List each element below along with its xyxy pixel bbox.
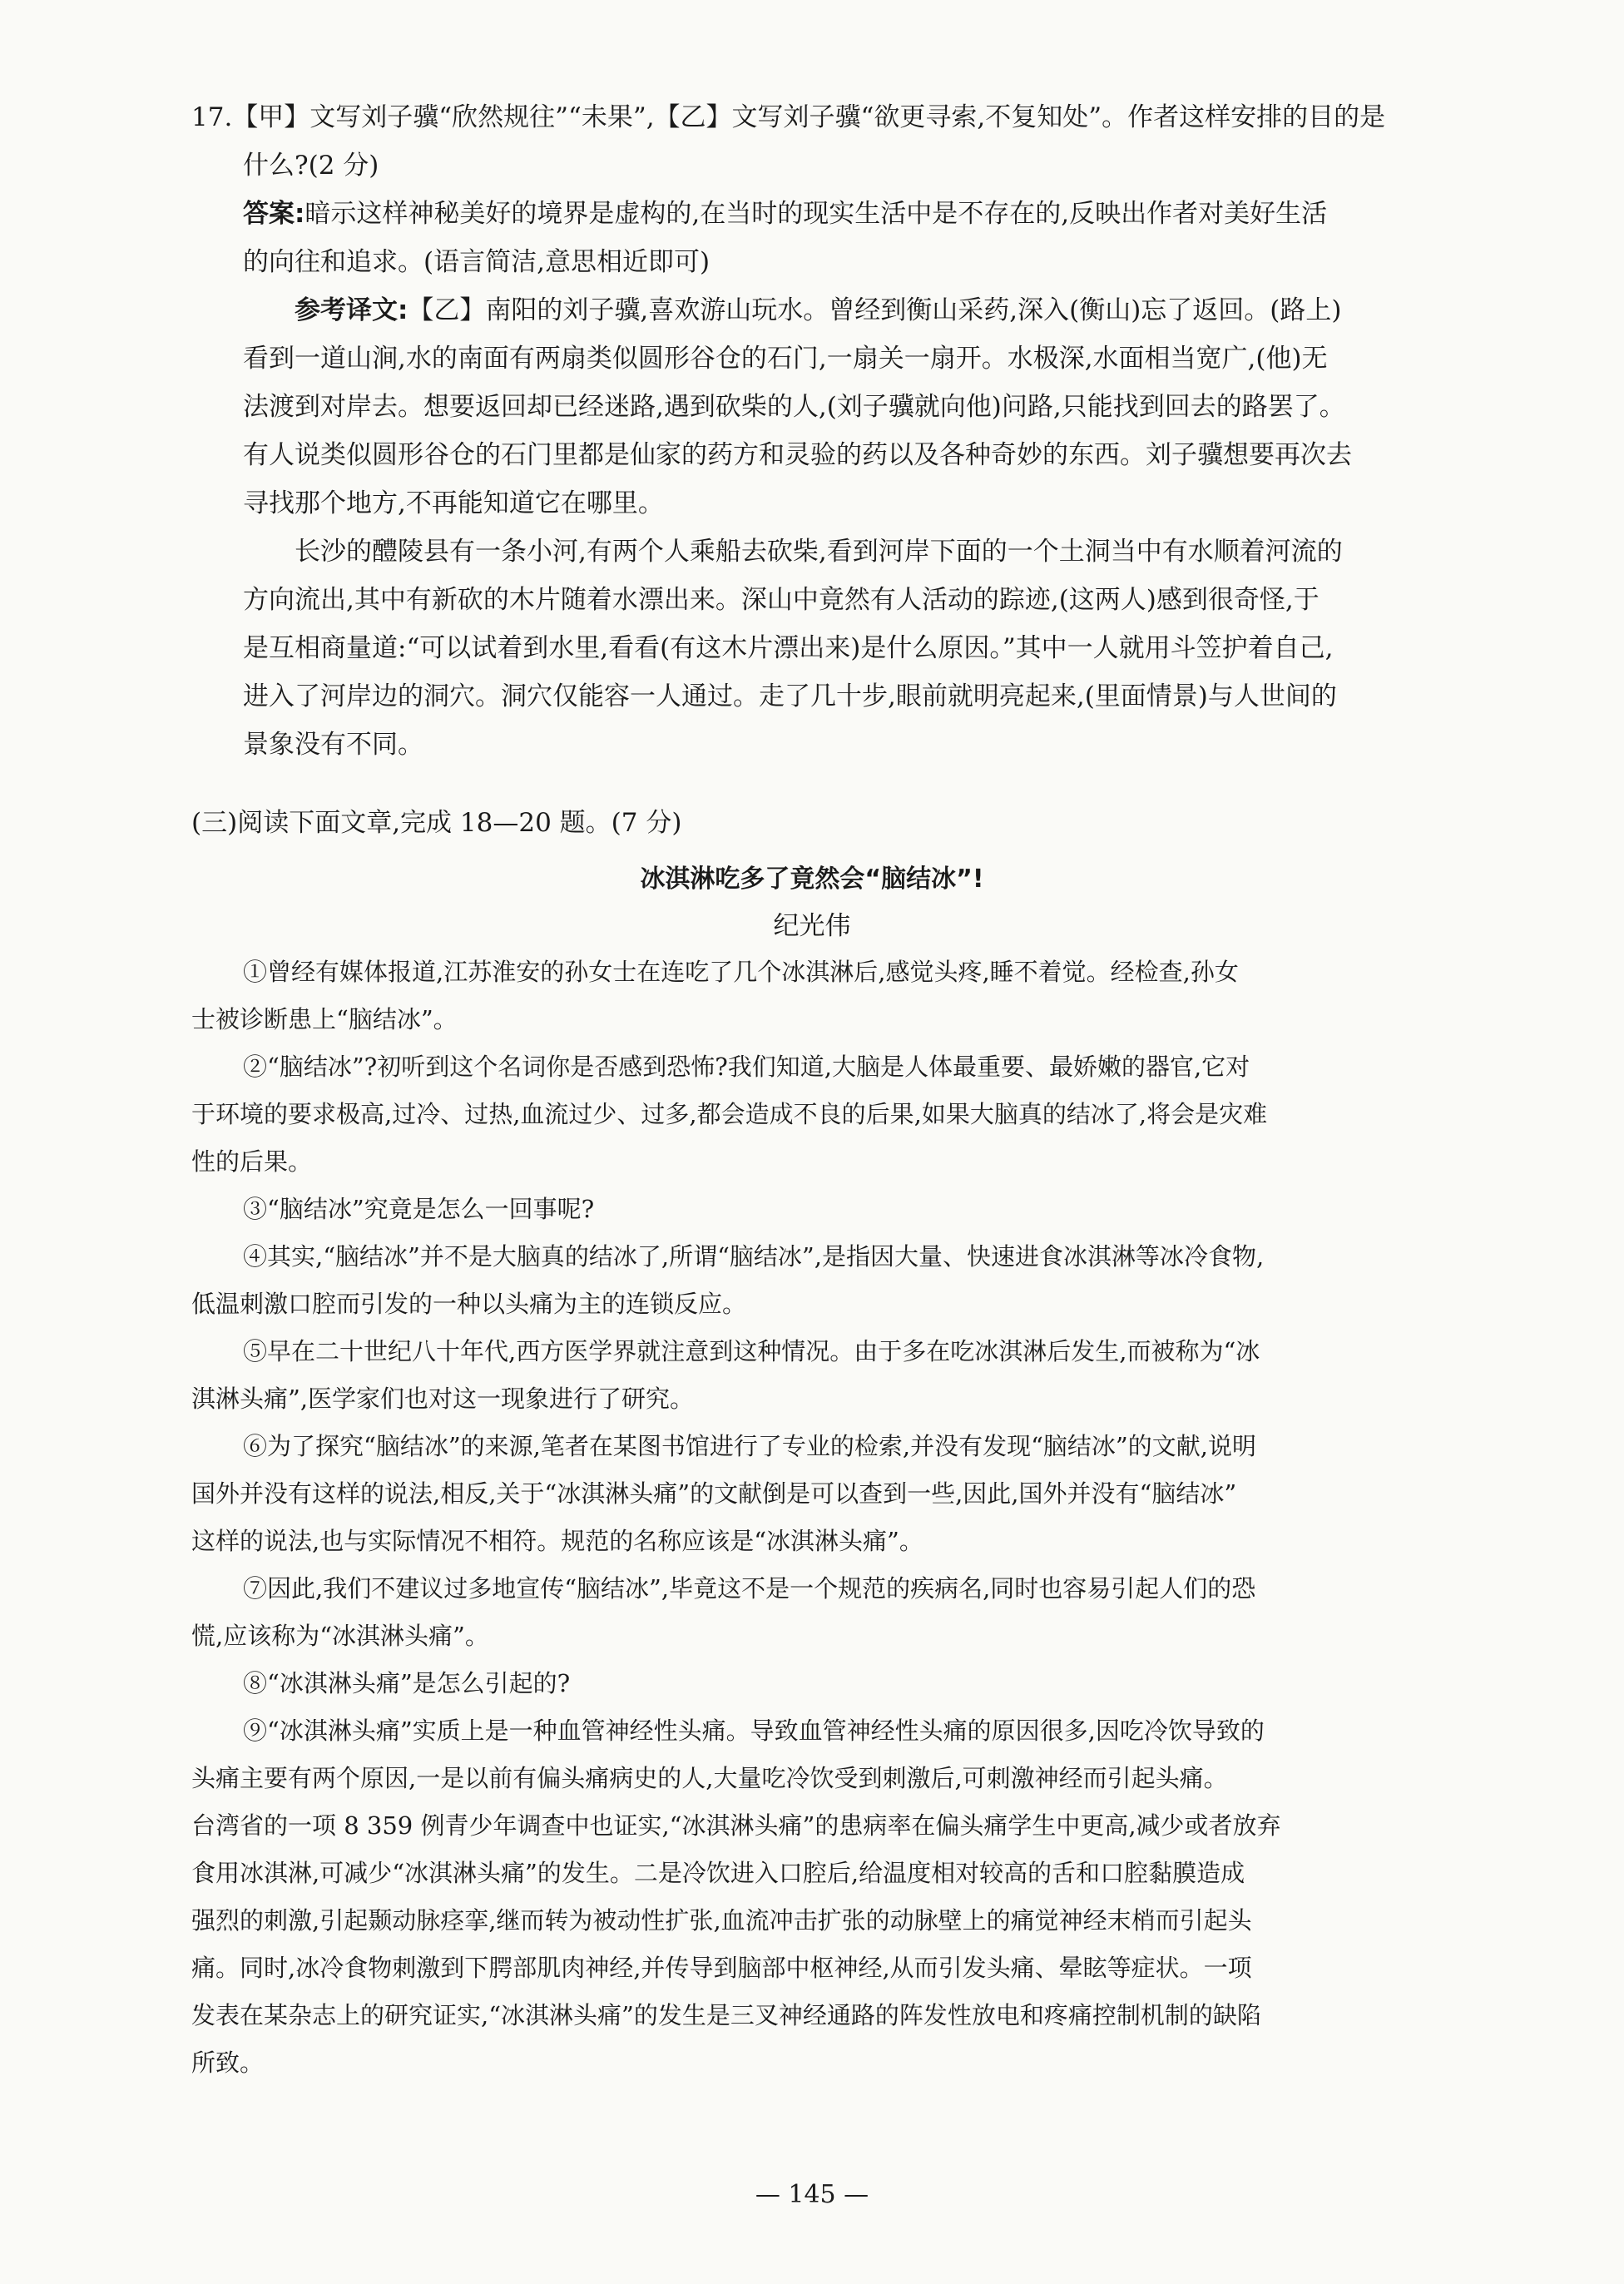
paragraph-line: ⑥为了探究“脑结冰”的来源,笔者在某图书馆进行了专业的检索,并没有发现“脑结冰”的文献,说明 <box>243 1432 1256 1460</box>
paragraph-line: 士被诊断患上“脑结冰”。 <box>191 1005 458 1033</box>
paragraph-line: ③“脑结冰”究竟是怎么一回事呢? <box>243 1195 595 1223</box>
translation-line: 看到一道山涧,水的南面有两扇类似圆形谷仓的石门,一扇关一扇开。水极深,水面相当宽广,(他)无 <box>243 344 1328 374</box>
paragraph-line: 食用冰淇淋,可减少“冰淇淋头痛”的发生。二是冷饮进入口腔后,给温度相对较高的舌和口腔黏膜造成 <box>191 1859 1245 1887</box>
question-text-line: 17.【甲】文写刘子骥“欣然规往”“未果”,【乙】文写刘子骥“欲更寻索,不复知处”。作者这样安排的目的是 <box>191 102 1386 132</box>
question-text-line: 什么?(2 分) <box>243 151 379 181</box>
paragraph-line: 台湾省的一项 8 359 例青少年调查中也证实,“冰淇淋头痛”的患病率在偏头痛学生中更高,减少或者放弃 <box>191 1811 1281 1840</box>
paragraph-line: 低温刺激口腔而引发的一种以头痛为主的连锁反应。 <box>191 1290 747 1318</box>
paragraph-line: 所致。 <box>191 2049 265 2077</box>
answer-line <box>191 190 1506 238</box>
translation-line: 长沙的醴陵县有一条小河,有两个人乘船去砍柴,看到河岸下面的一个土洞当中有水顺着河流的 <box>295 537 1343 567</box>
paragraph-line: ②“脑结冰”?初听到这个名词你是否感到恐怖?我们知道,大脑是人体最重要、最娇嫩的器官,它对 <box>243 1053 1250 1081</box>
paragraph-line: 头痛主要有两个原因,一是以前有偏头痛病史的人,大量吃冷饮受到刺激后,可刺激神经而引起头痛。 <box>191 1764 1228 1792</box>
paragraph-line: 性的后果。 <box>191 1147 313 1176</box>
translation-label: 参考译文: <box>295 295 408 325</box>
answer-label: 答案: <box>243 199 305 229</box>
paragraph-line: 痛。同时,冰冷食物刺激到下腭部肌肉神经,并传导到脑部中枢神经,从而引发头痛、晕眩等症状。一项 <box>191 1954 1252 1982</box>
section-heading: (三)阅读下面文章,完成 18—20 题。(7 分) <box>191 808 682 838</box>
page-number: — 145 — <box>755 2180 869 2209</box>
article-body <box>191 949 1506 2087</box>
paragraph-line: ⑧“冰淇淋头痛”是怎么引起的? <box>243 1669 571 1697</box>
paragraph-line: 于环境的要求极高,过冷、过热,血流过少、过多,都会造成不良的后果,如果大脑真的结冰了,将会是灾难 <box>191 1100 1268 1128</box>
paragraph-line: ④其实,“脑结冰”并不是大脑真的结冰了,所谓“脑结冰”,是指因大量、快速进食冰淇淋等冰冷食物, <box>243 1242 1265 1271</box>
answer-line: 的向往和追求。(语言简洁,意思相近即可) <box>243 247 710 277</box>
translation-line <box>191 286 1506 334</box>
paragraph-line: 强烈的刺激,引起颞动脉痉挛,继而转为被动性扩张,血流冲击扩张的动脉壁上的痛觉神经末梢而引起头 <box>191 1906 1252 1935</box>
translation-line: 法渡到对岸去。想要返回却已经迷路,遇到砍柴的人,(刘子骥就向他)问路,只能找到回去的路罢了。 <box>243 392 1345 422</box>
paragraph-line: 这样的说法,也与实际情况不相符。规范的名称应该是“冰淇淋头痛”。 <box>191 1527 923 1555</box>
paragraph-line: 国外并没有这样的说法,相反,关于“冰淇淋头痛”的文献倒是可以查到一些,因此,国外并没有“脑结冰” <box>191 1479 1237 1508</box>
translation-line: 景象没有不同。 <box>243 730 423 760</box>
translation-line: 方向流出,其中有新砍的木片随着水漂出来。深山中竟然有人活动的踪迹,(这两人)感到很奇怪,于 <box>243 585 1320 615</box>
paragraph-line: 发表在某杂志上的研究证实,“冰淇淋头痛”的发生是三叉神经通路的阵发性放电和疼痛控制机制的缺陷 <box>191 2001 1261 2029</box>
answer-text: 暗示这样神秘美好的境界是虚构的,在当时的现实生活中是不存在的,反映出作者对美好生活 <box>304 199 1328 229</box>
translation-line: 是互相商量道:“可以试着到水里,看看(有这木片漂出来)是什么原因。”其中一人就用斗笠护着自己, <box>243 633 1334 663</box>
translation-text: 【乙】南阳的刘子骥,喜欢游山玩水。曾经到衡山采药,深入(衡山)忘了返回。(路上) <box>408 295 1342 325</box>
translation-line: 寻找那个地方,不再能知道它在哪里。 <box>243 488 664 518</box>
translation-line: 进入了河岸边的洞穴。洞穴仅能容一人通过。走了几十步,眼前就明亮起来,(里面情景)与人世间的 <box>243 681 1337 711</box>
paragraph-line: ①曾经有媒体报道,江苏淮安的孙女士在连吃了几个冰淇淋后,感觉头疼,睡不着觉。经检查,孙女 <box>243 958 1239 986</box>
paragraph-line: ⑤早在二十世纪八十年代,西方医学界就注意到这种情况。由于多在吃冰淇淋后发生,而被称为“冰 <box>243 1337 1260 1365</box>
question-17 <box>191 93 1506 769</box>
article-author: 纪光伟 <box>773 911 851 941</box>
paragraph-line: ⑦因此,我们不建议过多地宣传“脑结冰”,毕竟这不是一个规范的疾病名,同时也容易引起人们的恐 <box>243 1574 1256 1603</box>
translation-line: 有人说类似圆形谷仓的石门里都是仙家的药方和灵验的药以及各种奇妙的东西。刘子骥想要再次去 <box>243 440 1352 470</box>
paragraph-line: 淇淋头痛”,医学家们也对这一现象进行了研究。 <box>191 1385 695 1413</box>
article-title: 冰淇淋吃多了竟然会“脑结冰”! <box>640 865 984 894</box>
paragraph-line: ⑨“冰淇淋头痛”实质上是一种血管神经性头痛。导致血管神经性头痛的原因很多,因吃冷饮导致的 <box>243 1717 1265 1745</box>
paragraph-line: 慌,应该称为“冰淇淋头痛”。 <box>191 1622 489 1650</box>
